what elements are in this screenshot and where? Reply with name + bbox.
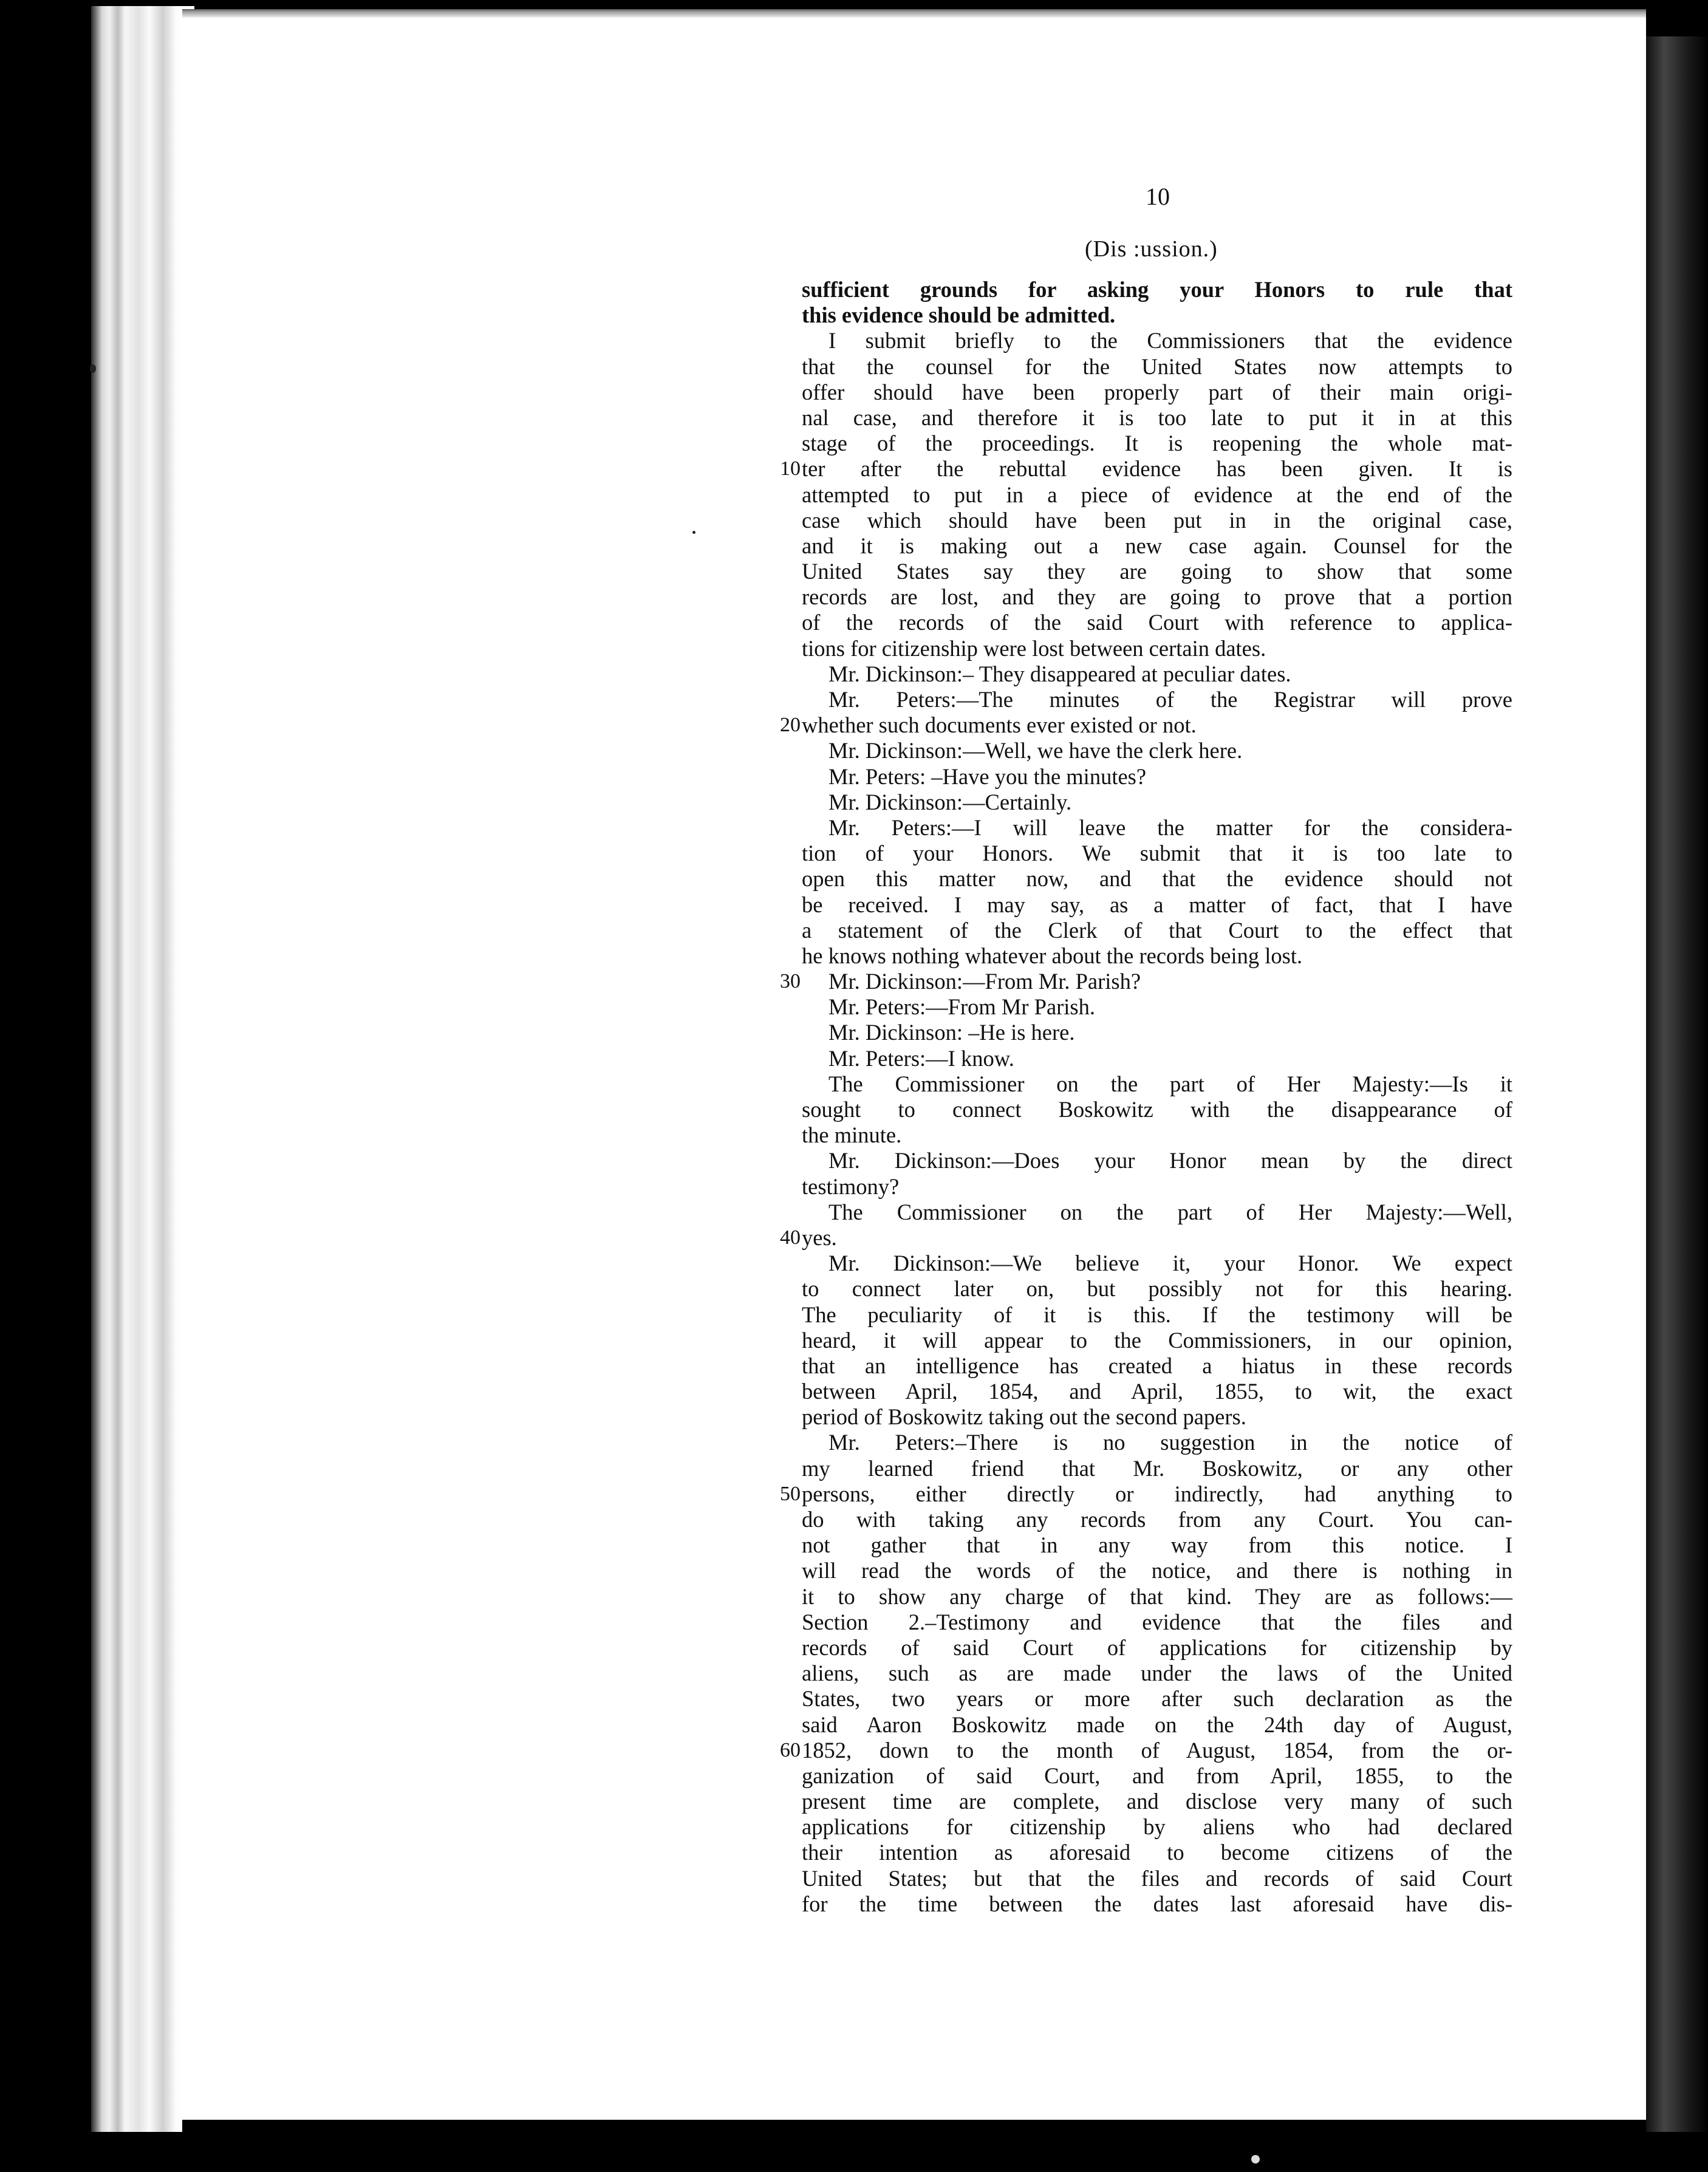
text-line [802,1891,1512,1917]
line-text: I submit briefly to the Commissioners that the evidence [828,328,1512,353]
line-number-marker: 30 [780,970,801,993]
text-line [802,1404,1512,1430]
text-line [802,1507,1512,1532]
line-text: present time are complete, and disclose very many of such [802,1789,1512,1814]
line-text: it to show any charge of that kind. They are as follows:— [802,1583,1512,1609]
line-text: the minute. [802,1122,902,1148]
text-line [802,482,1512,508]
line-text: records are lost, and they are going to prove that a portion [802,584,1512,610]
text-line [802,1200,1512,1225]
text-line [802,1276,1512,1302]
line-text: said Aaron Boskowitz made on the 24th day of August, [802,1712,1512,1737]
text-line [802,584,1512,610]
text-line [802,994,1512,1020]
line-text: my learned friend that Mr. Boskowitz, or any other [802,1455,1512,1481]
line-text: case which should have been put in in the original case, [802,507,1512,533]
scan-speck [1251,2155,1260,2163]
text-line [802,1763,1512,1789]
text-line [802,1328,1512,1353]
scan-speck [692,531,695,534]
line-text: will read the words of the notice, and there is nothing in [802,1558,1512,1583]
text-line [802,738,1512,763]
line-text: to connect later on, but possibly not for this hearing. [802,1276,1512,1302]
text-line [802,687,1512,712]
page-top-edge [182,9,1646,18]
text-line [802,302,1512,328]
text-line [802,943,1512,969]
text-line [802,1789,1512,1814]
text-line [802,610,1512,635]
line-text: nal case, and therefore it is too late to put it in at this [802,405,1512,430]
line-text: testimony? [802,1173,900,1199]
body-text [780,277,1512,1917]
line-text: tion of your Honors. We submit that it is too late to [802,841,1512,866]
text-line [802,1174,1512,1200]
line-text: records of said Court of applications for citizenship by [802,1634,1512,1660]
line-text: United States; but that the files and records of said Court [802,1865,1512,1891]
text-line [802,508,1512,533]
text-line [802,841,1512,866]
text-line [802,354,1512,380]
line-text: ter after the rebuttal evidence has been given. It is [802,456,1512,482]
line-text: States, two years or more after such declaration as the [802,1686,1512,1712]
text-line [802,1635,1512,1661]
text-line [802,892,1512,918]
text-line [802,661,1512,687]
text-line [802,1661,1512,1686]
line-text: sought to connect Boskowitz with the disappearance of [802,1097,1512,1122]
text-line [802,277,1512,302]
line-text: Mr. Dickinson:—From Mr. Parish? [828,969,1141,994]
line-text: offer should have been properly part of their main origi- [802,379,1512,405]
text-line [780,456,1512,482]
line-text: Section 2.–Testimony and evidence that the files and [802,1609,1512,1634]
page-edge-shading [91,6,194,2132]
text-line [802,866,1512,892]
text-line [802,1122,1512,1148]
text-line [802,764,1512,790]
text-line [802,1251,1512,1276]
line-text: Mr. Peters: –Have you the minutes? [828,763,1147,789]
text-line [802,1610,1512,1635]
line-text: Mr. Dickinson:—Well, we have the clerk here. [828,738,1243,763]
line-text: their intention as aforesaid to become citizens of the [802,1840,1512,1865]
line-text: he knows nothing whatever about the records being lost. [802,943,1303,968]
text-line [802,1840,1512,1865]
text-line [780,1481,1512,1507]
text-line [802,405,1512,431]
text-line [802,636,1512,661]
text-line [802,1430,1512,1455]
line-text: 1852, down to the month of August, 1854, from the or- [802,1737,1512,1763]
line-text: heard, it will appear to the Commissioners, in our opinion, [802,1327,1512,1353]
text-line [802,1532,1512,1558]
text-line [780,1737,1512,1763]
line-number-marker: 40 [780,1226,801,1249]
line-text: Mr. Peters:—The minutes of the Registrar will prove [828,687,1512,712]
line-text: tions for citizenship were lost between certain dates. [802,635,1266,661]
text-line [802,1866,1512,1891]
line-text: sufficient grounds for asking your Honors to rule that [802,277,1512,302]
text-line [802,431,1512,456]
line-text: for the time between the dates last aforesaid have dis- [802,1891,1512,1916]
line-text: that an intelligence has created a hiatus in these records [802,1353,1512,1378]
text-line [802,1712,1512,1738]
line-text: aliens, such as are made under the laws of the United [802,1661,1512,1686]
line-text: whether such documents ever existed or not. [802,712,1197,738]
bottom-scan-edge [182,2120,1646,2172]
line-text: Mr. Dickinson:– They disappeared at peculiar dates. [828,661,1291,686]
line-text: Mr. Dickinson:—Certainly. [828,789,1072,814]
text-line [802,815,1512,841]
text-line [802,1302,1512,1328]
line-text: and it is making out a new case again. Counsel for the [802,533,1512,558]
text-line [802,1020,1512,1045]
line-text: of the records of the said Court with reference to applica- [802,610,1512,635]
section-heading: (Dis :ussion.) [1085,236,1218,262]
line-text: open this matter now, and that the evidence should not [802,866,1512,892]
text-line [802,1558,1512,1583]
line-text: The Commissioner on the part of Her Majesty:—Is it [828,1071,1512,1096]
line-text: a statement of the Clerk of that Court to the effect that [802,917,1512,943]
scan-speck [90,364,96,373]
line-text: yes. [802,1224,837,1250]
line-text: Mr. Dickinson:—Does your Honor mean by the direct [828,1148,1512,1173]
line-text: The peculiarity of it is this. If the testimony will be [802,1302,1512,1327]
line-text: be received. I may say, as a matter of fact, that I have [802,892,1512,917]
line-text: between April, 1854, and April, 1855, to wit, the exact [802,1379,1512,1404]
line-text: this evidence should be admitted. [802,302,1116,328]
text-line [802,1353,1512,1379]
line-number-marker: 20 [780,714,801,737]
line-text: The Commissioner on the part of Her Majesty:—Well, [828,1199,1512,1224]
line-text: period of Boskowitz taking out the second papers. [802,1404,1246,1430]
line-text: attempted to put in a piece of evidence at the end of the [802,482,1512,507]
text-line [802,1456,1512,1481]
text-line [802,1046,1512,1071]
text-line [802,533,1512,559]
text-line [802,1097,1512,1122]
text-line [780,969,1512,994]
text-line [780,712,1512,738]
line-text: Mr. Peters:—From Mr Parish. [828,994,1096,1020]
text-line [802,380,1512,405]
text-line [802,1686,1512,1712]
line-text: applications for citizenship by aliens who had declared [802,1814,1512,1840]
text-line [802,1148,1512,1173]
line-number-marker: 60 [780,1738,801,1761]
line-text: not gather that in any way from this notice. I [802,1532,1512,1558]
text-line [780,1224,1512,1251]
line-text: Mr. Dickinson:—We believe it, your Honor. We expect [828,1251,1512,1276]
text-line [802,790,1512,815]
line-text: Mr. Peters:–There is no suggestion in the notice of [828,1430,1512,1455]
line-text: ganization of said Court, and from April, 1855, to the [802,1763,1512,1788]
page-number: 10 [1146,183,1170,210]
line-text: Mr. Peters:—I will leave the matter for the considera- [828,814,1512,840]
line-text: United States say they are going to show that some [802,559,1512,584]
line-text: persons, either directly or indirectly, had anything to [802,1481,1512,1506]
text-line [802,1379,1512,1404]
right-binding-shadow [1646,36,1708,2132]
line-text: Mr. Peters:—I know. [828,1045,1014,1071]
text-line [802,559,1512,584]
line-text: stage of the proceedings. It is reopening the whole mat- [802,431,1512,456]
text-line [802,918,1512,943]
line-number-marker: 50 [780,1482,801,1505]
line-number-marker: 10 [780,457,801,480]
line-text: that the counsel for the United States now attempts to [802,353,1512,379]
text-line [802,1814,1512,1840]
line-text: Mr. Dickinson: –He is here. [828,1020,1075,1045]
text-line [802,1071,1512,1097]
line-text: do with taking any records from any Court. You can- [802,1507,1512,1532]
text-line [802,328,1512,353]
text-line [802,1584,1512,1610]
